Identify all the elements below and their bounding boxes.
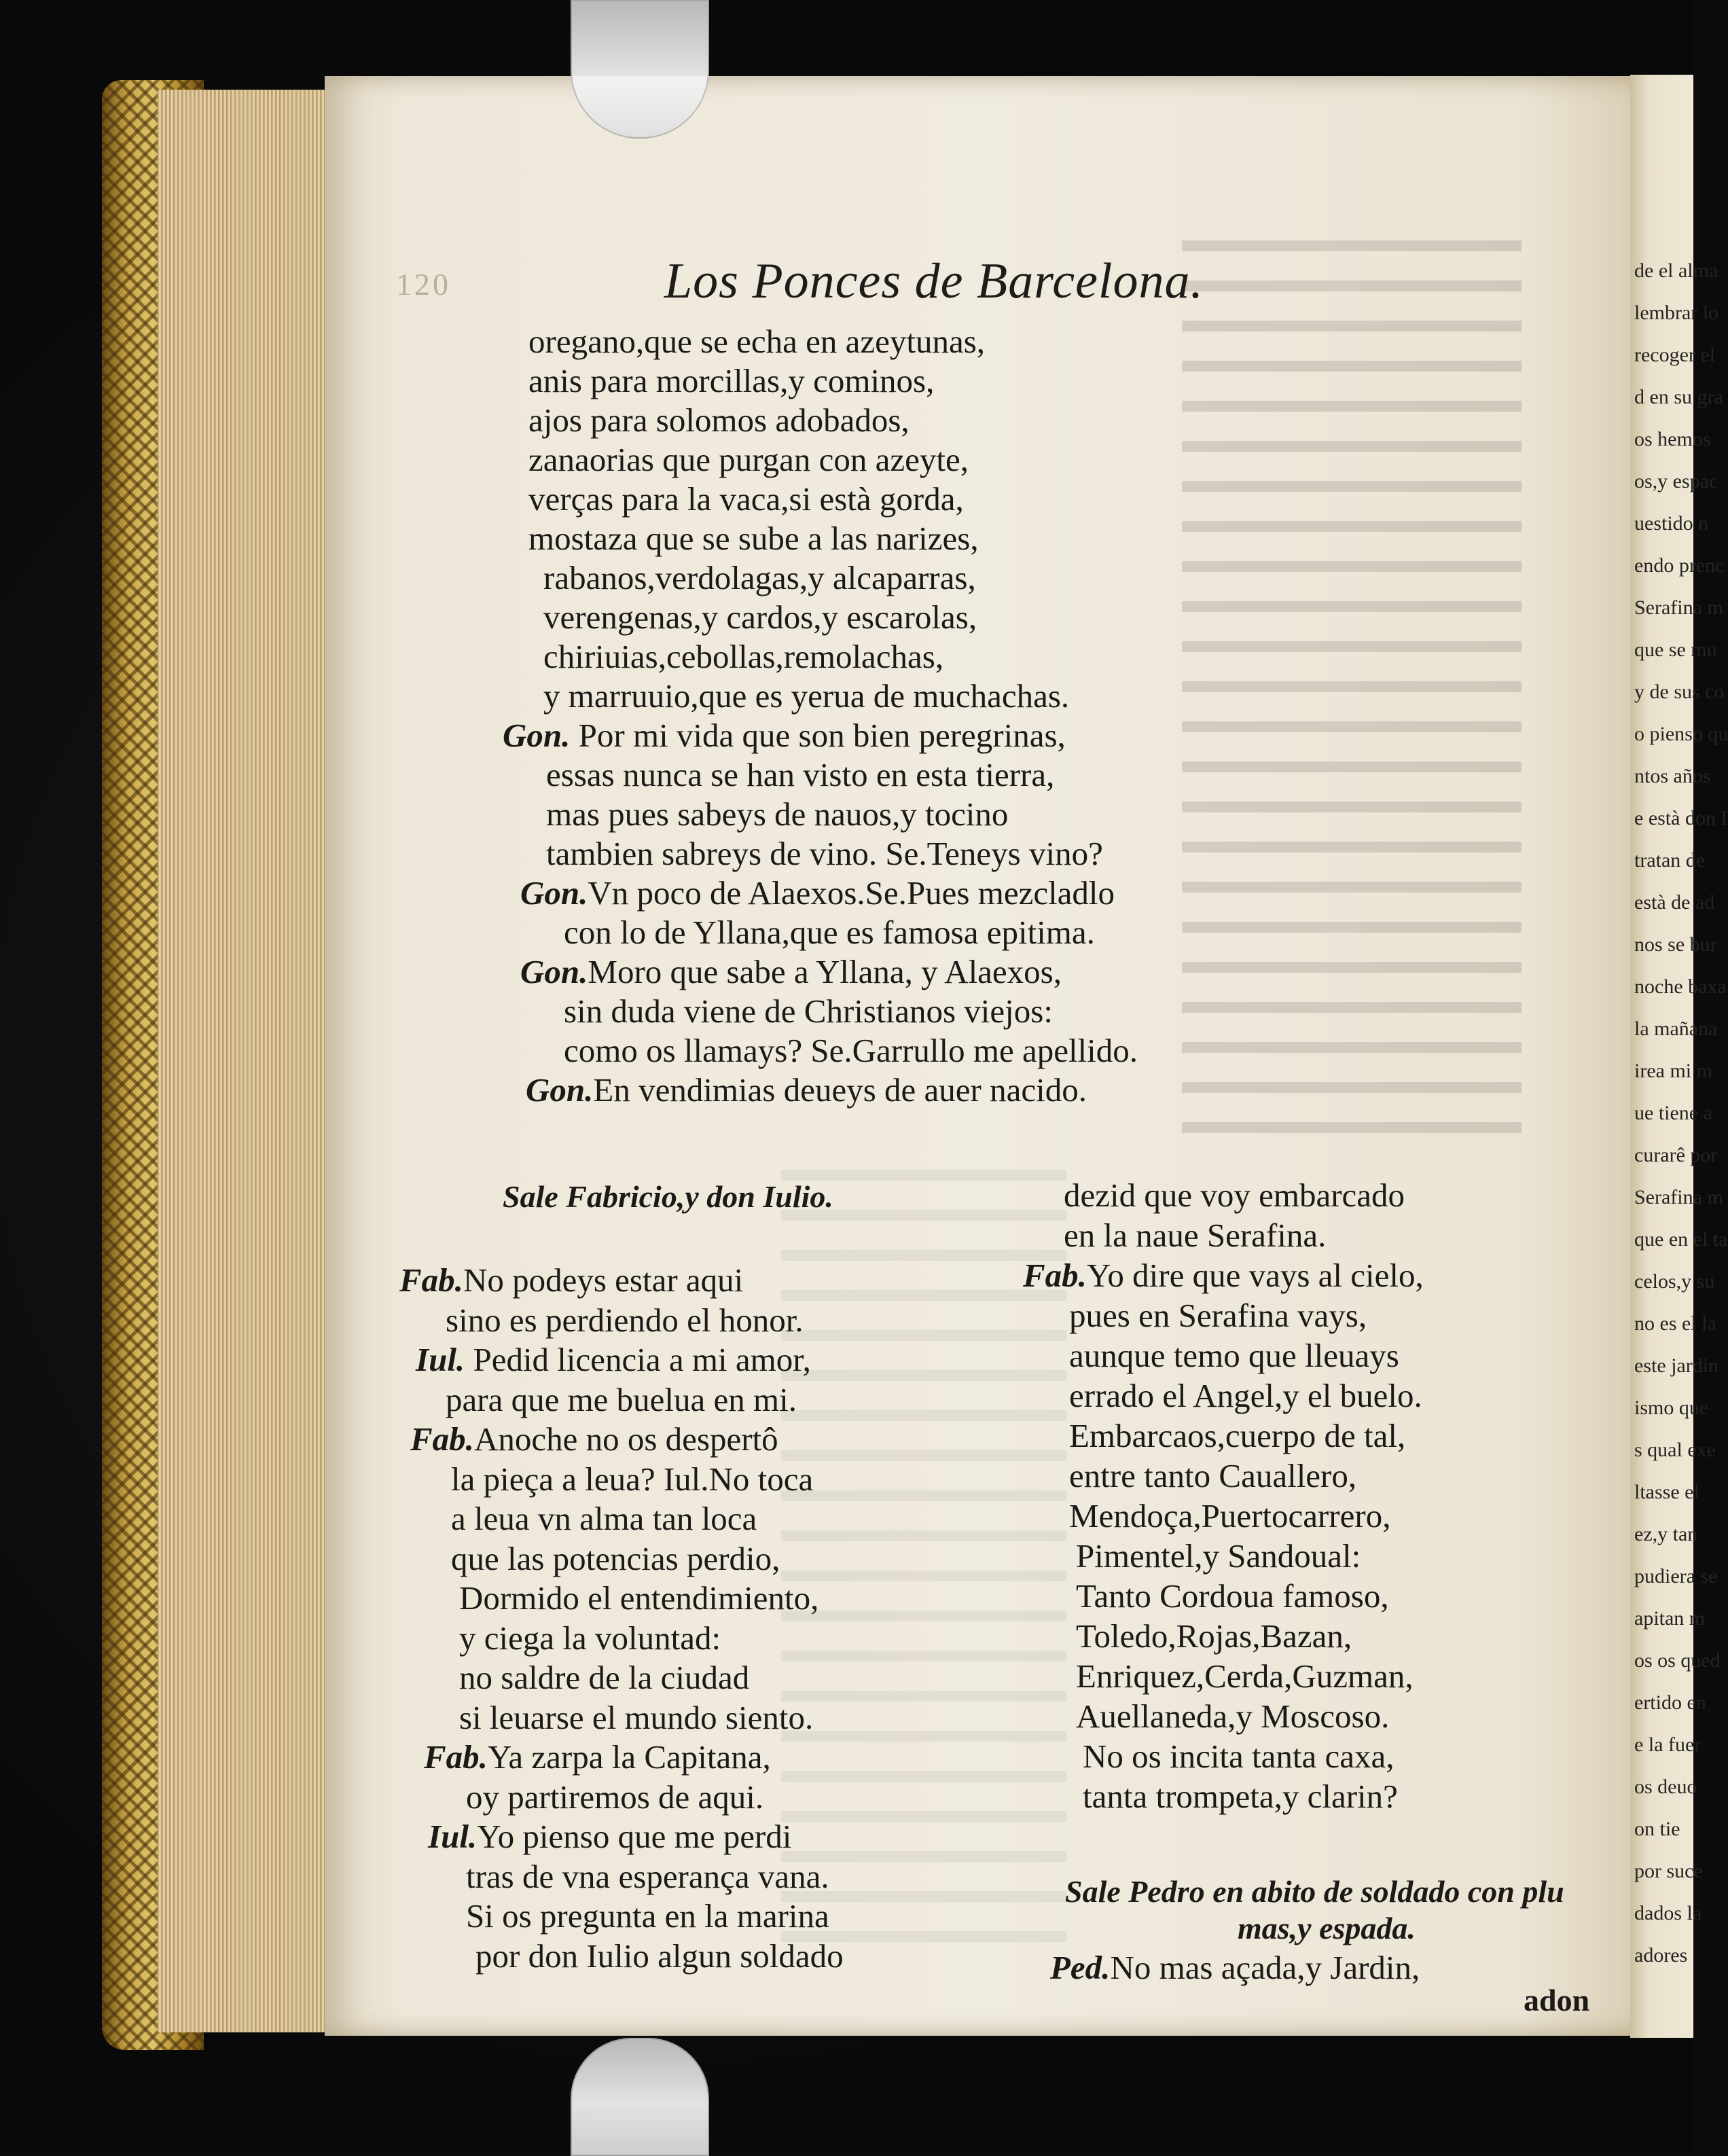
page-number: 120 bbox=[396, 267, 451, 302]
verse-line bbox=[528, 325, 985, 358]
verse-line bbox=[1069, 1499, 1390, 1532]
line-text: En vendimias deueys de auer nacido. bbox=[593, 1071, 1087, 1109]
verse-line bbox=[416, 1343, 811, 1376]
facing-page-line: ntos años bbox=[1634, 765, 1711, 787]
facing-page-line: este jardin bbox=[1634, 1354, 1719, 1377]
line-text: Tanto Cordoua famoso, bbox=[1076, 1577, 1389, 1615]
verse-line bbox=[446, 1301, 804, 1339]
line-text: Moro que sabe a Yllana, y Alaexos, bbox=[588, 953, 1062, 990]
speaker-label: Iul. bbox=[428, 1818, 478, 1855]
line-text: aunque temo que lleuays bbox=[1069, 1337, 1399, 1374]
line-text: chiriuias,cebollas,remolachas, bbox=[543, 638, 944, 675]
facing-page-line: adores bbox=[1634, 1944, 1688, 1966]
line-text: Yo pienso que me perdi bbox=[477, 1818, 792, 1855]
line-text: Auellaneda,y Moscoso. bbox=[1076, 1697, 1390, 1735]
verse-line bbox=[1069, 1379, 1422, 1412]
show-through-text bbox=[1182, 224, 1522, 1141]
speaker-label: Iul. bbox=[416, 1341, 465, 1378]
line-text: mas pues sabeys de nauos,y tocino bbox=[546, 795, 1009, 833]
verse-line bbox=[1083, 1780, 1398, 1813]
facing-page-line: que se mu bbox=[1634, 639, 1717, 661]
facing-page-line: pudiera se bbox=[1634, 1565, 1718, 1587]
verse-line bbox=[459, 1621, 721, 1655]
speaker-label: Fab. bbox=[399, 1261, 463, 1299]
facing-page-line: que en el ta bbox=[1634, 1228, 1728, 1251]
facing-page-line: on tie bbox=[1634, 1818, 1680, 1840]
line-text: Toledo,Rojas,Bazan, bbox=[1076, 1617, 1352, 1655]
facing-page bbox=[1630, 75, 1728, 2038]
verse-line bbox=[546, 758, 1054, 791]
verse-line bbox=[528, 482, 964, 516]
verse-line bbox=[1076, 1579, 1389, 1613]
line-text: y marruuio,que es yerua de muchachas. bbox=[543, 677, 1070, 715]
line-text: sin duda viene de Christianos viejos: bbox=[564, 992, 1053, 1030]
verse-line bbox=[503, 719, 1066, 752]
verse-line bbox=[543, 679, 1069, 713]
facing-page-line: apitan m bbox=[1634, 1607, 1706, 1630]
speaker-label: Fab. bbox=[1023, 1257, 1087, 1294]
line-text: pues en Serafina vays, bbox=[1069, 1297, 1367, 1334]
verse-line bbox=[520, 955, 1062, 988]
facing-page-line: ez,y tan bbox=[1634, 1523, 1698, 1545]
speaker-label: Gon. bbox=[520, 953, 588, 990]
line-text: anis para morcillas,y cominos, bbox=[528, 362, 935, 399]
facing-page-line: os deuo bbox=[1634, 1776, 1697, 1798]
facing-page-line: dados la bbox=[1634, 1902, 1702, 1924]
line-text: tras de vna esperança vana. bbox=[466, 1857, 829, 1895]
verse-line bbox=[1076, 1697, 1390, 1735]
line-text: por don Iulio algun soldado bbox=[475, 1937, 844, 1975]
facing-page-line: Serafina m bbox=[1634, 1186, 1723, 1208]
verse-line bbox=[428, 1820, 791, 1853]
line-text: ajos para solomos adobados, bbox=[528, 401, 910, 439]
facing-page-line: la mañana bbox=[1634, 1018, 1718, 1040]
verse-line bbox=[459, 1661, 749, 1694]
line-text: y ciega la voluntad: bbox=[459, 1619, 721, 1657]
line-text: si leuarse el mundo siento. bbox=[459, 1698, 814, 1736]
page-clip-top bbox=[571, 0, 709, 139]
line-text: No podeys estar aqui bbox=[463, 1261, 744, 1299]
facing-page-line: nos se bur bbox=[1634, 933, 1717, 956]
speaker-label: Gon. bbox=[526, 1071, 594, 1109]
line-text: Por mi vida que son bien peregrinas, bbox=[570, 717, 1066, 754]
line-text: verças para la vaca,si està gorda, bbox=[528, 480, 964, 518]
line-text: Vn poco de Alaexos.Se.Pues mezcladlo bbox=[588, 874, 1115, 912]
verse-line bbox=[1069, 1419, 1405, 1452]
line-text: Embarcaos,cuerpo de tal, bbox=[1069, 1417, 1406, 1454]
verse-line bbox=[1076, 1659, 1414, 1693]
verse-line bbox=[543, 600, 977, 634]
speaker-label: Gon. bbox=[520, 874, 588, 912]
facing-page-line: ismo que bbox=[1634, 1397, 1709, 1419]
verse-line bbox=[410, 1422, 778, 1456]
verse-line bbox=[543, 561, 976, 594]
facing-page-line: Serafina m bbox=[1634, 596, 1723, 619]
verse-line bbox=[451, 1462, 813, 1496]
verse-line bbox=[459, 1698, 814, 1736]
speaker-label: Ped. bbox=[1050, 1949, 1111, 1986]
line-text: no saldre de la ciudad bbox=[459, 1659, 750, 1696]
line-text: oy partiremos de aqui. bbox=[466, 1778, 764, 1816]
catchword: adon bbox=[1524, 1983, 1590, 2017]
verse-line bbox=[446, 1380, 797, 1418]
verse-line bbox=[399, 1263, 743, 1297]
line-text: tambien sabreys de vino. Se.Teneys vino? bbox=[546, 835, 1103, 872]
line-text: con lo de Yllana,que es famosa epitima. bbox=[564, 914, 1095, 951]
verse-line bbox=[1050, 1951, 1420, 1984]
line-text: para que me buelua en mi. bbox=[446, 1380, 797, 1418]
facing-page-line: recoger el bbox=[1634, 344, 1716, 366]
line-text: rabanos,verdolagas,y alcaparras, bbox=[543, 559, 976, 596]
facing-page-line: ertido en bbox=[1634, 1691, 1706, 1714]
facing-page-line: celos,y su bbox=[1634, 1270, 1715, 1293]
page-fore-edge bbox=[158, 90, 334, 2032]
line-text: entre tanto Cauallero, bbox=[1069, 1457, 1357, 1494]
verse-line bbox=[546, 837, 1103, 870]
verse-line bbox=[528, 522, 979, 555]
facing-page-line: por suce bbox=[1634, 1860, 1703, 1882]
verse-line bbox=[466, 1899, 829, 1933]
line-text: Enriquez,Cerda,Guzman, bbox=[1076, 1657, 1414, 1695]
verse-line bbox=[1076, 1619, 1352, 1653]
verse-line bbox=[528, 403, 910, 437]
line-text: Pedid licencia a mi amor, bbox=[465, 1341, 811, 1378]
facing-page-line: tratan de bbox=[1634, 849, 1706, 872]
verse-line bbox=[1069, 1339, 1399, 1372]
stage-direction-left: Sale Fabricio,y don Iulio. bbox=[503, 1179, 833, 1214]
facing-page-line: lembrar lo bbox=[1634, 302, 1719, 324]
verse-line bbox=[1023, 1259, 1424, 1292]
facing-page-line: os os qued bbox=[1634, 1649, 1721, 1672]
facing-page-line: e la fuer bbox=[1634, 1733, 1702, 1756]
line-text: oregano,que se echa en azeytunas, bbox=[528, 323, 986, 360]
verse-line bbox=[1064, 1176, 1405, 1214]
line-text: mostaza que se sube a las narizes, bbox=[528, 520, 979, 557]
facing-page-line: s qual exe bbox=[1634, 1439, 1716, 1461]
facing-page-text bbox=[1630, 75, 1728, 1977]
verse-line bbox=[451, 1539, 780, 1577]
line-text: verengenas,y cardos,y escarolas, bbox=[543, 598, 977, 636]
verse-line bbox=[546, 797, 1008, 831]
verse-line bbox=[451, 1502, 757, 1535]
line-text: Si os pregunta en la marina bbox=[466, 1897, 829, 1935]
verse-line bbox=[1076, 1539, 1361, 1573]
verse-line bbox=[459, 1581, 818, 1615]
verse-line bbox=[1064, 1219, 1326, 1252]
line-text: tanta trompeta,y clarin? bbox=[1083, 1778, 1398, 1815]
line-text: errado el Angel,y el buelo. bbox=[1069, 1377, 1422, 1414]
speaker-label: Fab. bbox=[424, 1738, 488, 1776]
stage-direction-right-1: Sale Pedro en abito de soldado con plu bbox=[1065, 1874, 1564, 1909]
line-text: como os llamays? Se.Garrullo me apellido. bbox=[564, 1032, 1138, 1069]
facing-page-line: os,y espac bbox=[1634, 470, 1718, 492]
verse-line bbox=[1083, 1740, 1394, 1773]
facing-page-line: ltasse el bbox=[1634, 1481, 1699, 1503]
speaker-label: Fab. bbox=[410, 1420, 474, 1458]
facing-page-line: os hemos bbox=[1634, 428, 1711, 450]
verse-line bbox=[564, 994, 1053, 1028]
line-text: essas nunca se han visto en esta tierra, bbox=[546, 756, 1055, 793]
line-text: Ya zarpa la Capitana, bbox=[487, 1738, 771, 1776]
line-text: que las potencias perdio, bbox=[451, 1539, 780, 1577]
verse-line bbox=[1069, 1459, 1356, 1492]
facing-page-line: està de ad bbox=[1634, 891, 1715, 914]
line-text: No mas açada,y Jardin, bbox=[1110, 1949, 1420, 1986]
page-clip-bottom bbox=[571, 2038, 709, 2156]
running-head: Los Ponces de Barcelona. bbox=[664, 253, 1204, 309]
facing-page-line: o pienso qu bbox=[1634, 723, 1728, 745]
verse-line bbox=[520, 876, 1115, 910]
verse-line bbox=[528, 443, 969, 476]
facing-page-line: no es el la bbox=[1634, 1312, 1716, 1335]
line-text: a leua vn alma tan loca bbox=[451, 1500, 757, 1537]
verse-line bbox=[526, 1073, 1087, 1107]
line-text: Mendoça,Puertocarrero, bbox=[1069, 1497, 1391, 1534]
line-text: Anoche no os despertô bbox=[473, 1420, 778, 1458]
facing-page-line: de el alma bbox=[1634, 259, 1718, 282]
line-text: en la naue Serafina. bbox=[1064, 1217, 1327, 1254]
facing-page-line: curarê por bbox=[1634, 1144, 1718, 1166]
verse-line bbox=[475, 1939, 844, 1973]
verse-line bbox=[424, 1740, 771, 1774]
verse-line bbox=[528, 364, 934, 397]
line-text: Yo dire que vays al cielo, bbox=[1086, 1257, 1424, 1294]
line-text: Dormido el entendimiento, bbox=[459, 1579, 819, 1617]
verse-line bbox=[466, 1780, 763, 1814]
speaker-label: Gon. bbox=[503, 717, 571, 754]
line-text: sino es perdiendo el honor. bbox=[446, 1301, 804, 1339]
facing-page-line: irea mi m bbox=[1634, 1060, 1712, 1082]
facing-page-line: endo prenc bbox=[1634, 554, 1725, 577]
line-text: zanaorias que purgan con azeyte, bbox=[528, 441, 969, 478]
line-text: No os incita tanta caxa, bbox=[1083, 1738, 1394, 1775]
line-text: dezid que voy embarcado bbox=[1064, 1176, 1405, 1214]
line-text: Pimentel,y Sandoual: bbox=[1076, 1537, 1361, 1575]
verse-line bbox=[564, 1034, 1138, 1067]
facing-page-line: y de sus co bbox=[1634, 681, 1725, 703]
facing-page-line: noche baxa bbox=[1634, 975, 1727, 998]
facing-page-line: e està don I bbox=[1634, 807, 1728, 829]
verse-line bbox=[543, 640, 943, 673]
stage-direction-right-2: mas,y espada. bbox=[1238, 1911, 1416, 1945]
facing-page-line: d en su gra bbox=[1634, 386, 1723, 408]
verse-line bbox=[564, 916, 1095, 949]
line-text: la pieça a leua? Iul.No toca bbox=[451, 1460, 814, 1498]
facing-page-line: uestido n bbox=[1634, 512, 1709, 535]
verse-line bbox=[1069, 1299, 1367, 1332]
facing-page-line: ue tiene a bbox=[1634, 1102, 1712, 1124]
verse-line bbox=[466, 1857, 829, 1895]
